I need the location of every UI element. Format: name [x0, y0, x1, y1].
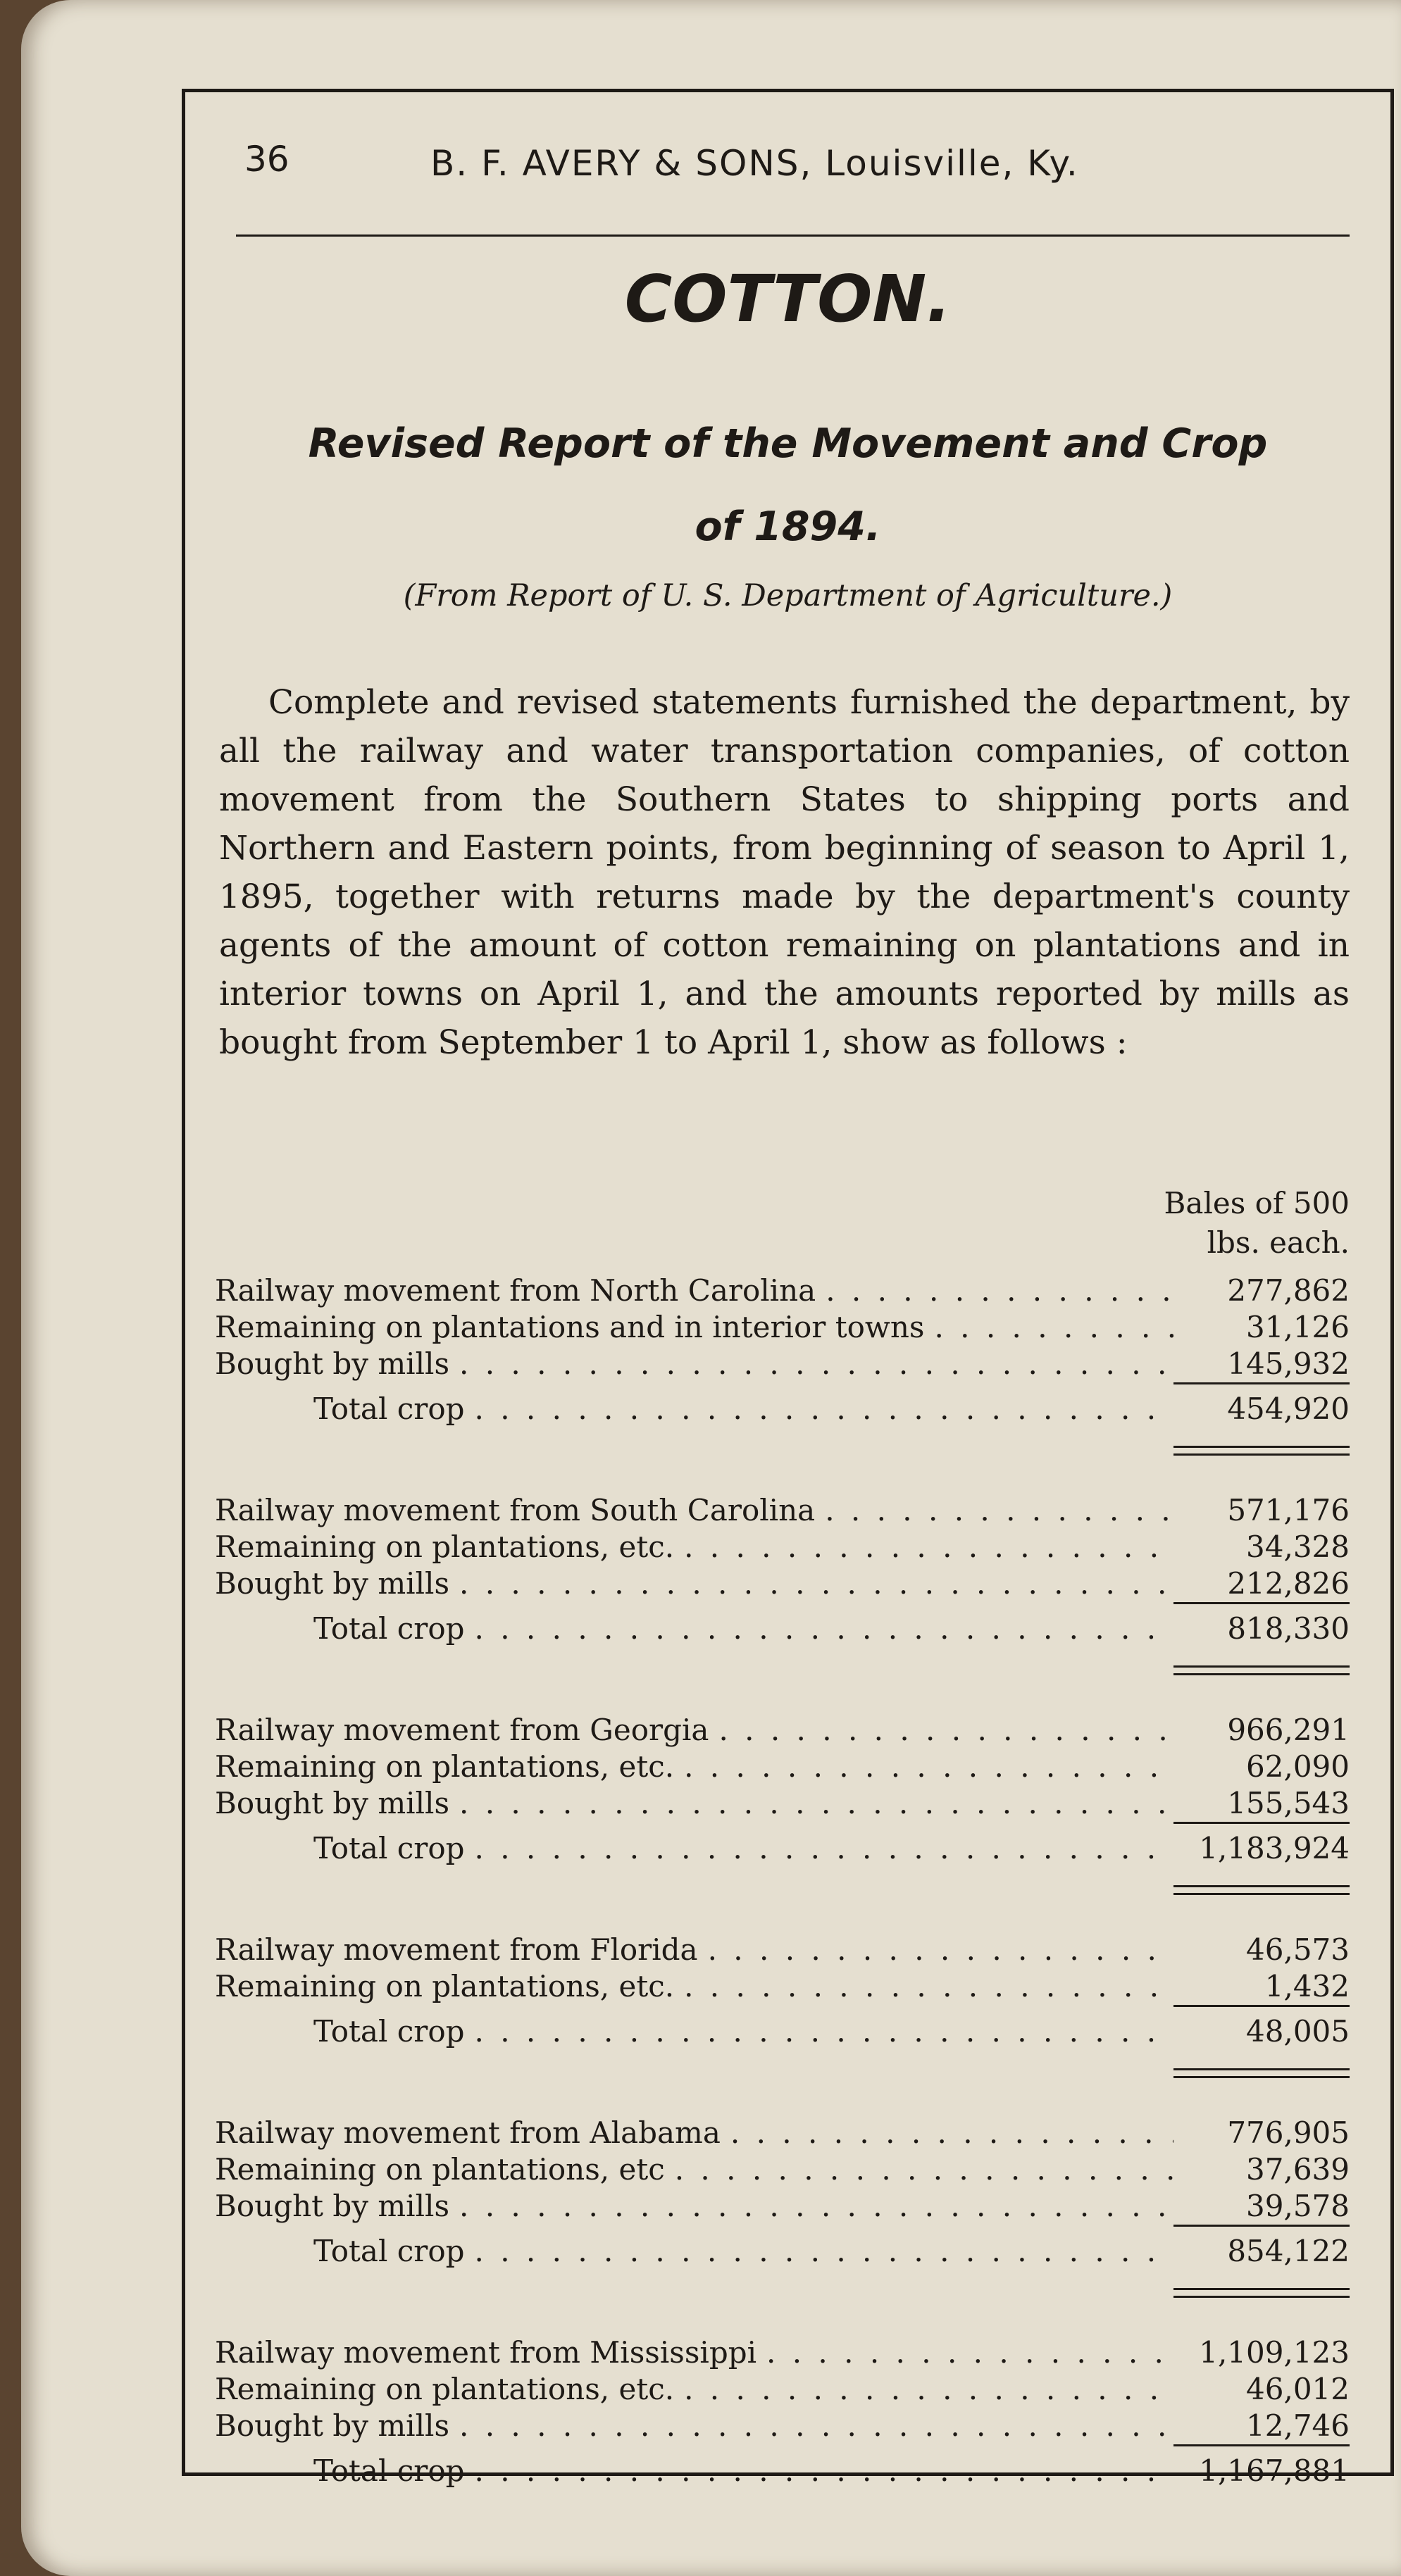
table-row: [215, 1346, 1350, 1382]
table-row: [215, 2151, 1350, 2188]
total-row: [215, 2444, 1350, 2494]
column-header-line-1: Bales of 500: [1164, 1186, 1350, 1220]
row-value: 1,109,123: [1199, 2335, 1350, 2370]
header-rule: [236, 235, 1350, 237]
row-value: 277,862: [1227, 1273, 1350, 1308]
total-label: Total crop: [313, 2453, 465, 2488]
total-value: 1,167,881: [1173, 2444, 1350, 2496]
row-label: Remaining on plantations and in interior towns: [215, 1310, 925, 1344]
leader-dots: [708, 1932, 1173, 1968]
state-section-florida: [215, 1932, 1350, 2078]
table-row: [215, 1749, 1350, 1785]
leader-dots: [826, 1273, 1173, 1309]
row-label: Railway movement from Georgia: [215, 1713, 709, 1747]
leader-dots: [730, 2115, 1173, 2151]
leader-dots: [459, 1346, 1173, 1382]
double-rule: [1173, 1885, 1350, 1895]
row-label: Bought by mills: [215, 2408, 450, 2443]
double-rule: [1173, 1665, 1350, 1675]
column-header-line-2: lbs. each.: [1207, 1225, 1350, 1260]
row-label: Railway movement from North Carolina: [215, 1273, 816, 1308]
row-value: 966,291: [1227, 1713, 1350, 1747]
report-subtitle: [185, 402, 1390, 568]
row-label: Bought by mills: [215, 2189, 450, 2223]
row-value: 46,012: [1246, 2372, 1350, 2406]
row-label: Remaining on plantations, etc: [215, 2152, 665, 2187]
table-row: [215, 1273, 1350, 1309]
row-value: 34,328: [1246, 1530, 1350, 1564]
row-value: 37,639: [1246, 2152, 1350, 2187]
row-value: 571,176: [1227, 1493, 1350, 1527]
row-label: Remaining on plantations, etc.: [215, 2372, 675, 2406]
row-label: Railway movement from South Carolina: [215, 1493, 816, 1527]
total-label: Total crop: [313, 1392, 465, 1426]
table-row: [215, 1309, 1350, 1346]
subtitle-line-2: of 1894.: [695, 504, 881, 550]
double-rule: [1173, 2068, 1350, 2078]
row-label: Remaining on plantations, etc.: [215, 1749, 675, 1784]
source-citation: (From Report of U. S. Department of Agriculture.): [403, 578, 1173, 613]
subtitle-line-1: Revised Report of the Movement and Crop: [308, 420, 1268, 467]
leader-dots: [684, 1968, 1173, 2005]
leader-dots: [475, 1604, 1173, 1653]
leader-dots: [475, 2227, 1173, 2276]
intro-paragraph: Complete and revised statements furnished the department, by all the railway and water transportation companies, of cotton movement from the Southern States to shipping ports and Northern and Eastern points, from beginning of season to April 1, 1895, together with returns made by the department's county agents of the amount of cotton remaining on plantations and in interior towns on April 1, and the amounts reported by mills as bought from September 1 to April 1, show as follows :: [219, 683, 1350, 1062]
row-value: 155,543: [1227, 1786, 1350, 1820]
leader-dots: [459, 1785, 1173, 1822]
leader-dots: [718, 1712, 1173, 1749]
running-header: [219, 132, 1350, 230]
leader-dots: [766, 2334, 1173, 2371]
leader-dots: [825, 1492, 1173, 1529]
state-section-mississippi: [215, 2334, 1350, 2494]
total-value: 854,122: [1173, 2225, 1350, 2276]
leader-dots: [684, 1529, 1173, 1565]
row-value: 776,905: [1227, 2115, 1350, 2150]
state-section-south-carolina: [215, 1492, 1350, 1675]
total-value: 48,005: [1173, 2005, 1350, 2056]
total-row: [215, 2005, 1350, 2054]
leader-dots: [934, 1309, 1173, 1346]
leader-dots: [684, 2371, 1173, 2408]
page-number: 36: [244, 139, 289, 180]
table-row: [215, 1968, 1350, 2005]
row-label: Bought by mills: [215, 1346, 450, 1381]
total-label: Total crop: [313, 2234, 465, 2268]
table-row: [215, 2188, 1350, 2225]
leader-dots: [459, 2408, 1173, 2444]
row-value: 62,090: [1246, 1749, 1350, 1784]
total-value: 1,183,924: [1173, 1822, 1350, 1873]
table-row: [215, 2115, 1350, 2151]
book-page: [21, 0, 1401, 2576]
leader-dots: [475, 2007, 1173, 2056]
leader-dots: [475, 1384, 1173, 1434]
table-row: [215, 1712, 1350, 1749]
table-row: [215, 1785, 1350, 1822]
leader-dots: [459, 2188, 1173, 2225]
page-border: [182, 89, 1394, 2488]
table-row: [215, 1529, 1350, 1565]
total-row: [215, 1382, 1350, 1432]
row-value: 39,578: [1246, 2189, 1350, 2223]
table-row: [215, 1565, 1350, 1602]
total-label: Total crop: [313, 2014, 465, 2049]
table-row: [215, 2408, 1350, 2444]
page-title: COTTON.: [624, 261, 952, 337]
table-row: [215, 2371, 1350, 2408]
row-value: 145,932: [1227, 1346, 1350, 1381]
row-label: Railway movement from Mississippi: [215, 2335, 757, 2370]
total-row: [215, 1822, 1350, 1871]
leader-dots: [459, 1565, 1173, 1602]
total-value: 818,330: [1173, 1602, 1350, 1653]
total-row: [215, 2225, 1350, 2274]
table-row: [215, 1492, 1350, 1529]
row-label: Railway movement from Alabama: [215, 2115, 721, 2150]
double-rule: [1173, 1446, 1350, 1456]
state-section-alabama: [215, 2115, 1350, 2298]
total-value: 454,920: [1173, 1382, 1350, 1434]
total-label: Total crop: [313, 1611, 465, 1646]
crop-table: [215, 1184, 1350, 2494]
table-row: [215, 1932, 1350, 1968]
row-value: 31,126: [1246, 1310, 1350, 1344]
row-value: 12,746: [1246, 2408, 1350, 2443]
total-row: [215, 1602, 1350, 1651]
leader-dots: [475, 2446, 1173, 2496]
row-label: Remaining on plantations, etc.: [215, 1969, 675, 2003]
row-value: 1,432: [1264, 1969, 1350, 2003]
row-value: 212,826: [1227, 1566, 1350, 1601]
leader-dots: [475, 1824, 1173, 1873]
row-label: Railway movement from Florida: [215, 1932, 698, 1967]
total-label: Total crop: [313, 1831, 465, 1865]
column-header: [215, 1184, 1350, 1263]
row-label: Remaining on plantations, etc.: [215, 1530, 675, 1564]
leader-dots: [675, 2151, 1173, 2188]
state-section-georgia: [215, 1712, 1350, 1895]
state-section-north-carolina: [215, 1273, 1350, 1456]
leader-dots: [684, 1749, 1173, 1785]
row-label: Bought by mills: [215, 1566, 450, 1601]
row-value: 46,573: [1246, 1932, 1350, 1967]
publisher-line: B. F. AVERY & SONS, Louisville, Ky.: [430, 143, 1079, 184]
row-label: Bought by mills: [215, 1786, 450, 1820]
double-rule: [1173, 2288, 1350, 2298]
table-row: [215, 2334, 1350, 2371]
